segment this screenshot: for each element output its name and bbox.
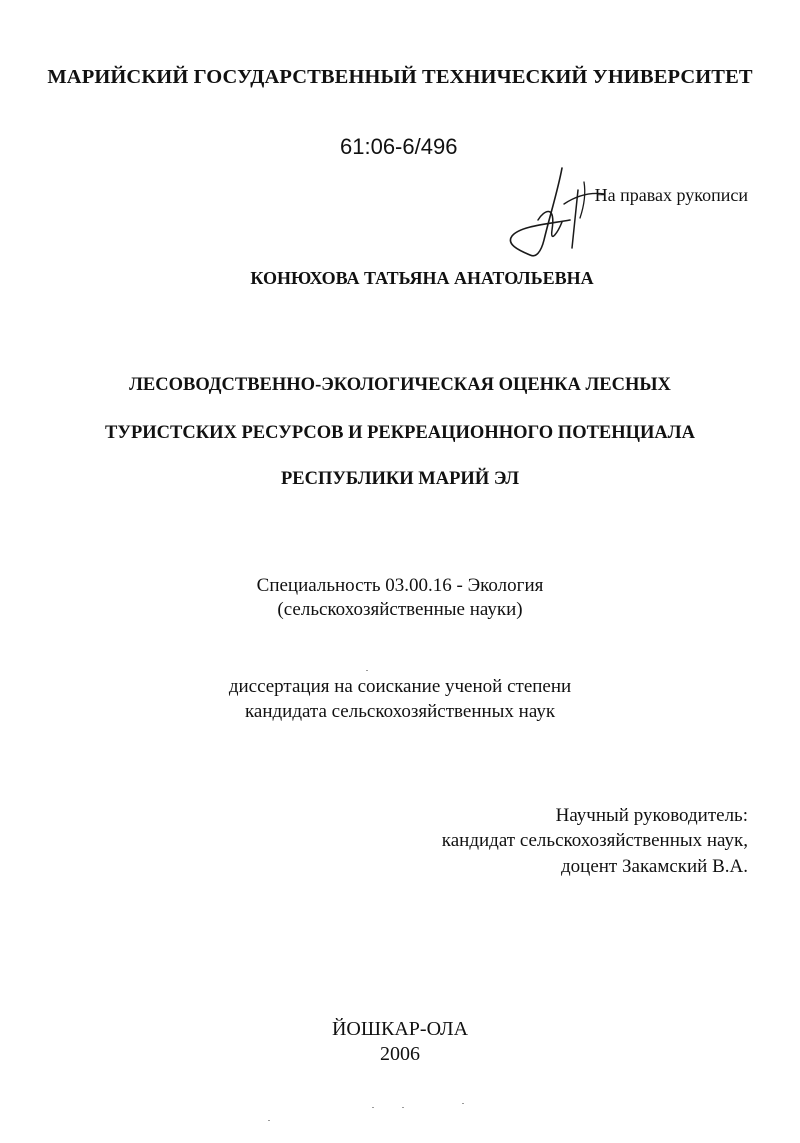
scan-speck: [372, 1107, 374, 1108]
dissertation-degree: кандидата сельскохозяйственных наук: [244, 701, 556, 722]
year: 2006: [380, 1043, 420, 1065]
scan-speck: [366, 670, 368, 671]
scan-speck: [462, 1103, 464, 1104]
author-name: КОНЮХОВА ТАТЬЯНА АНАТОЛЬЕВНА: [250, 268, 594, 288]
title-line-1: ЛЕСОВОДСТВЕННО-ЭКОЛОГИЧЕСКАЯ ОЦЕНКА ЛЕСНЫХ: [129, 375, 671, 395]
scan-speck: [268, 1120, 270, 1121]
university-name: МАРИЙСКИЙ ГОСУДАРСТВЕННЫЙ ТЕХНИЧЕСКИЙ УНИВЕРСИТЕТ: [47, 66, 753, 88]
city: ЙОШКАР-ОЛА: [331, 1018, 469, 1040]
title-line-3: РЕСПУБЛИКИ МАРИЙ ЭЛ: [280, 469, 520, 489]
catalog-code: 61:06-6/496: [340, 134, 458, 159]
supervisor-degree: кандидат сельскохозяйственных наук,: [441, 830, 748, 851]
supervisor-name: доцент Закамский В.А.: [561, 856, 748, 877]
title-line-2: ТУРИСТСКИХ РЕСУРСОВ И РЕКРЕАЦИОННОГО ПОТЕНЦИАЛА: [105, 423, 695, 443]
manuscript-rights-note: На правах рукописи: [594, 185, 748, 205]
handwritten-signature: [500, 160, 610, 265]
specialty-line: Специальность 03.00.16 - Экология: [256, 575, 544, 596]
dissertation-purpose: диссертация на соискание ученой степени: [228, 676, 572, 697]
scan-speck: [402, 1107, 404, 1108]
supervisor-label: Научный руководитель:: [555, 805, 748, 826]
specialty-field: (сельскохозяйственные науки): [277, 599, 523, 620]
